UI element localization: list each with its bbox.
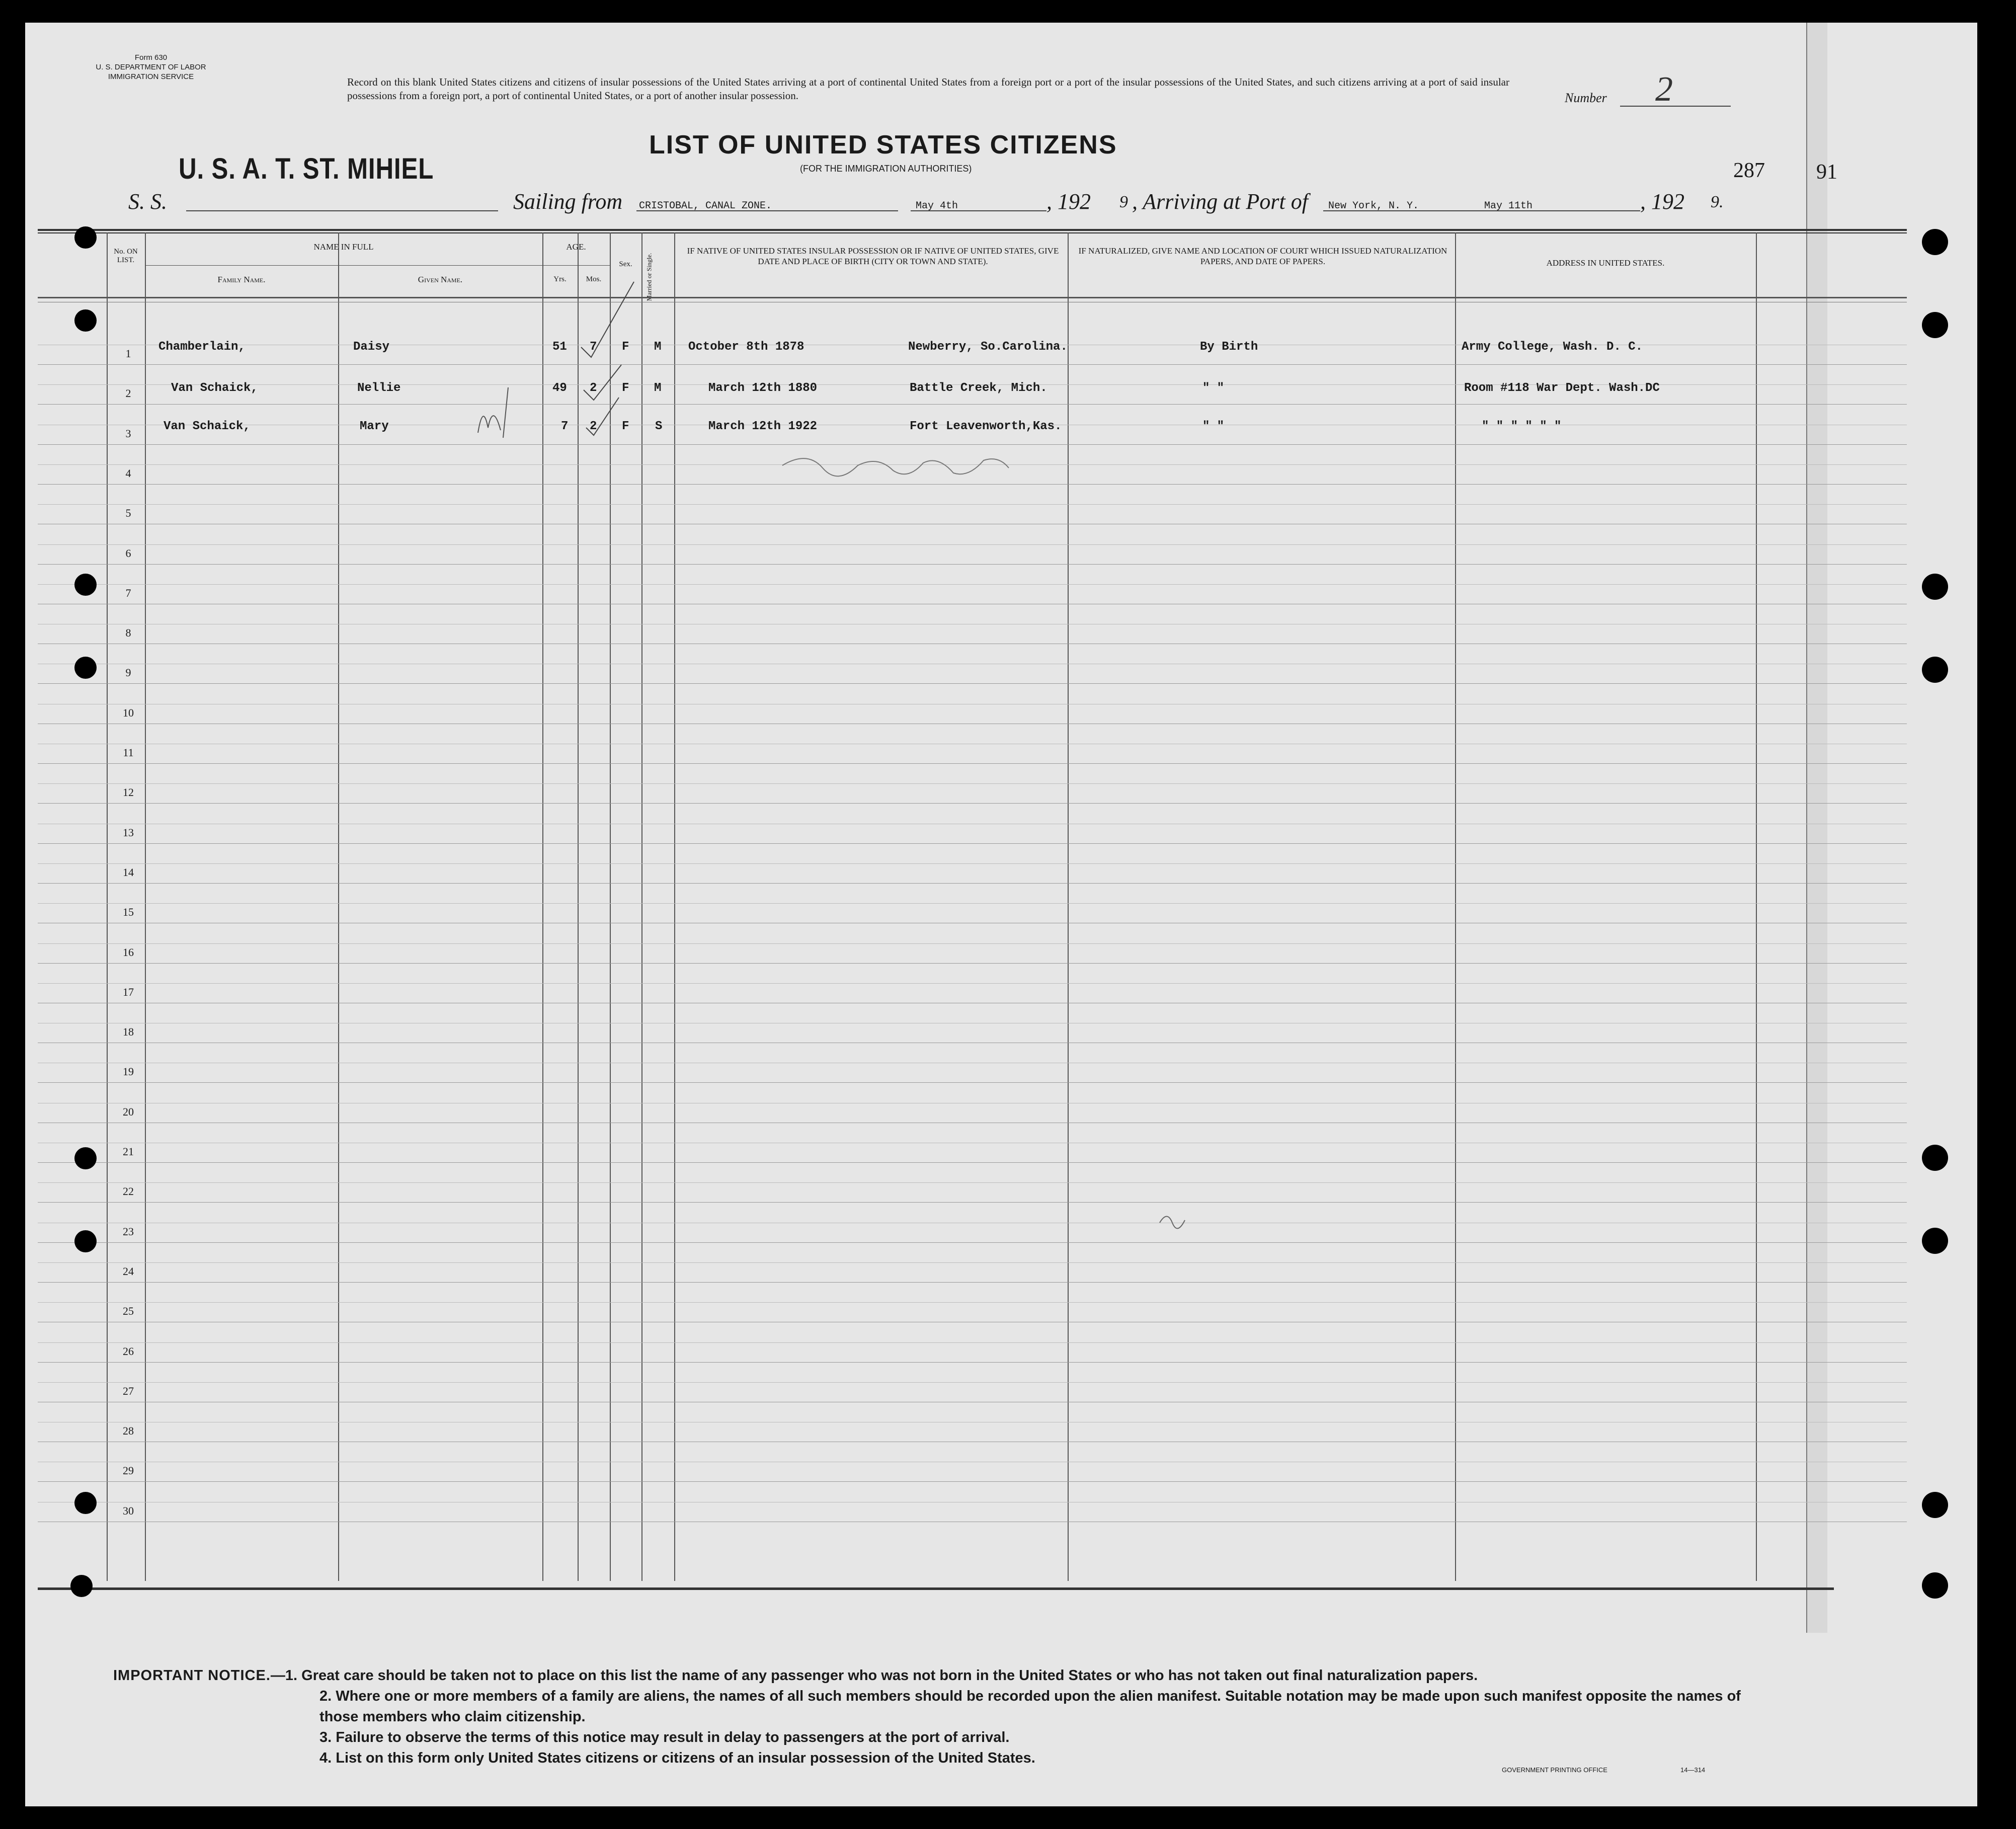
col-divider-yrs [542, 232, 543, 1581]
punch-hole [74, 309, 97, 332]
line-number: 12 [123, 786, 134, 799]
punch-hole [74, 657, 97, 679]
row2-yrs: 49 [552, 381, 567, 395]
page-title: LIST OF UNITED STATES CITIZENS [649, 130, 1117, 160]
checkmark-annotations [574, 272, 644, 438]
page-edge-strip [1806, 23, 1827, 1633]
row-rule [38, 564, 1907, 565]
ship-stamp: U. S. A. T. ST. MIHIEL [179, 152, 434, 185]
row-rule [38, 544, 1907, 545]
row-rule [38, 683, 1907, 684]
ss-underline [186, 210, 498, 211]
row-rule [38, 883, 1907, 884]
important-notice [113, 1665, 1743, 1769]
inspector-signature [777, 445, 1014, 486]
year-1: 9 [1119, 193, 1128, 211]
row2-given: Nellie [357, 381, 401, 395]
line-number: 16 [123, 945, 134, 959]
line-number: 28 [123, 1424, 134, 1438]
punch-hole [74, 226, 97, 249]
row-rule [38, 843, 1907, 844]
line-number: 20 [123, 1105, 134, 1118]
line-number: 18 [123, 1025, 134, 1039]
header-sex: Sex. [619, 260, 632, 268]
row-rule [38, 943, 1907, 944]
row-rule [38, 404, 1907, 405]
row3-ms: S [655, 420, 663, 433]
header-address: ADDRESS IN UNITED STATES. [1546, 258, 1665, 268]
row-rule [38, 364, 1907, 365]
header-married-single: Married or Single. [645, 253, 653, 301]
row1-address: Army College, Wash. D. C. [1462, 340, 1643, 354]
list-number: 2 [1655, 70, 1673, 109]
page-number-287: 287 [1733, 159, 1765, 182]
depart-date: May 4th [916, 200, 958, 212]
line-number: 22 [123, 1185, 134, 1198]
row-rule [38, 983, 1907, 984]
row-rule [38, 1262, 1907, 1263]
row-rule [38, 444, 1907, 445]
arrival-date: May 11th [1484, 200, 1533, 212]
year-label-1: , 192 [1046, 189, 1091, 214]
row2-family: Van Schaick, [171, 381, 258, 395]
gpo-code: 14—314 [1680, 1766, 1706, 1774]
row3-mos: 2 [590, 420, 597, 433]
row1-given: Daisy [353, 340, 390, 354]
row1-family: Chamberlain, [158, 340, 246, 354]
col-divider-family [145, 232, 146, 1581]
line-number: 21 [123, 1145, 134, 1158]
punch-hole [1922, 657, 1948, 683]
row-rule [38, 1282, 1907, 1283]
header-name-in-full: NAME IN FULL [313, 242, 374, 252]
year-label-2: , 192 [1640, 189, 1684, 214]
punch-hole [1922, 1572, 1948, 1599]
sailing-from-underline [636, 210, 898, 211]
table-bottom-rule [38, 1587, 1834, 1590]
notice-item-4: 4. List on this form only United States citizens or citizens of an insular possession of the United States. [319, 1750, 1035, 1766]
punch-hole [1922, 574, 1948, 600]
row3-family: Van Schaick, [164, 420, 251, 433]
row-rule [38, 1362, 1907, 1363]
arriving-label: , Arriving at Port of [1132, 189, 1308, 214]
line-number: 3 [125, 427, 131, 440]
row1-mos: 7 [590, 340, 597, 354]
header-family-name: Family Name. [217, 275, 266, 284]
row-rule [38, 783, 1907, 784]
row3-birth-date: March 12th 1922 [708, 420, 818, 433]
page-number-91: 91 [1816, 161, 1837, 184]
page-subtitle: (FOR THE IMMIGRATION AUTHORITIES) [800, 164, 972, 174]
line-number: 6 [125, 546, 131, 560]
line-number: 25 [123, 1305, 134, 1318]
header-yrs: Yrs. [553, 275, 567, 283]
line-number: 15 [123, 906, 134, 919]
header-naturalized: IF NATURALIZED, GIVE NAME AND LOCATION OF COURT WHICH ISSUED NATURALIZATION PAPERS, AND DATE OF PAPERS. [1078, 246, 1447, 266]
line-number: 29 [123, 1464, 134, 1477]
sailing-from-label: Sailing from [513, 189, 623, 214]
line-number: 17 [123, 985, 134, 998]
line-number: 7 [125, 586, 131, 599]
row1-naturalization: By Birth [1200, 340, 1258, 354]
notice-item-2: 2. Where one or more members of a family are aliens, the names of all such members should be recorded upon the alien manifest. Suitable notation may be made upon such manifest opposite the names of those members who claim citizenship. [319, 1688, 1741, 1725]
row-rule [38, 803, 1907, 804]
row3-yrs: 7 [561, 420, 569, 433]
line-number: 26 [123, 1344, 134, 1358]
row1-birth-date: October 8th 1878 [688, 340, 804, 354]
pencil-mark [1157, 1210, 1187, 1235]
line-number: 23 [123, 1225, 134, 1238]
row2-mos: 2 [590, 381, 597, 395]
arrival-port: New York, N. Y. [1328, 200, 1419, 212]
year-2: 9. [1711, 193, 1724, 211]
header-mos: Mos. [586, 275, 602, 283]
line-number: 14 [123, 865, 134, 879]
col-divider-native [674, 232, 675, 1581]
row-rule [38, 504, 1907, 505]
header-native: IF NATIVE OF UNITED STATES INSULAR POSSESSION OR IF NATIVE OF UNITED STATES, GIVE DATE AND PLACE OF BIRTH (CITY OR TOWN AND STATE). [687, 246, 1059, 266]
line-number: 11 [123, 746, 134, 759]
row2-naturalization: " " [1202, 381, 1225, 395]
form-number: Form 630 [134, 53, 168, 62]
arrival-underline [1323, 210, 1640, 211]
handwritten-initials [473, 382, 523, 443]
row1-yrs: 51 [552, 340, 567, 354]
punch-hole [1922, 1145, 1948, 1171]
number-underline [1620, 106, 1731, 107]
row-rule [38, 1182, 1907, 1183]
row-rule [38, 763, 1907, 764]
header-bottom-rule [38, 297, 1907, 298]
notice-item-3: 3. Failure to observe the terms of this notice may result in delay to passengers at the port of arrival. [319, 1729, 1010, 1745]
form-service: IMMIGRATION SERVICE [108, 72, 194, 81]
line-number: 19 [123, 1065, 134, 1078]
punch-hole [1922, 1228, 1948, 1254]
line-number: 30 [123, 1504, 134, 1517]
row2-ms: M [654, 381, 662, 395]
col-divider-naturalized [1068, 232, 1069, 1581]
line-number: 24 [123, 1264, 134, 1278]
line-number: 27 [123, 1384, 134, 1397]
punch-hole [74, 1147, 97, 1169]
punch-hole [74, 574, 97, 596]
row-rule [38, 1481, 1907, 1482]
line-number: 4 [125, 466, 131, 480]
row3-sex: F [622, 420, 629, 433]
line-number: 1 [125, 347, 131, 360]
row-rule [38, 1342, 1907, 1343]
number-label: Number [1565, 91, 1607, 105]
row3-given: Mary [360, 420, 389, 433]
sailing-from-value: CRISTOBAL, CANAL ZONE. [639, 200, 772, 212]
line-number: 5 [125, 507, 131, 520]
row-rule [38, 963, 1907, 964]
row2-address: Room #118 War Dept. Wash.DC [1464, 381, 1660, 395]
col-divider-no [107, 232, 108, 1581]
depart-date-underline [911, 210, 1046, 211]
notice-line-1 [113, 1665, 1743, 1686]
table-top-rule-2 [38, 232, 1907, 233]
line-number: 10 [123, 706, 134, 719]
table-top-rule [38, 229, 1907, 231]
row-rule [38, 863, 1907, 864]
row1-birth-place: Newberry, So.Carolina. [908, 340, 1068, 354]
line-number: 9 [125, 666, 131, 679]
row2-birth-place: Battle Creek, Mich. [910, 381, 1047, 395]
form-identifier [75, 53, 226, 82]
manifest-sheet [25, 23, 1977, 1806]
header-no-on-list: No. ON LIST. [114, 248, 138, 264]
row-rule [38, 1242, 1907, 1243]
row2-sex: F [622, 381, 629, 395]
line-number: 2 [125, 387, 131, 400]
ss-label: S. S. [128, 189, 167, 214]
punch-hole [74, 1230, 97, 1252]
punch-hole [74, 1492, 97, 1514]
row-rule [38, 1382, 1907, 1383]
header-given-name: Given Name. [418, 275, 463, 284]
punch-hole [1922, 312, 1948, 338]
notice-lead: IMPORTANT NOTICE. [113, 1667, 271, 1684]
age-header-rule [542, 265, 610, 266]
punch-hole [1922, 229, 1948, 255]
row3-naturalization: " " [1202, 420, 1225, 433]
col-divider-given [338, 232, 339, 1581]
row-rule [38, 1162, 1907, 1163]
row1-sex: F [622, 340, 629, 354]
row3-address: " " " " " " [1482, 420, 1562, 433]
col-divider-address [1455, 232, 1456, 1581]
row-rule [38, 1202, 1907, 1203]
row1-ms: M [654, 340, 662, 354]
gpo-credit: GOVERNMENT PRINTING OFFICE [1502, 1766, 1607, 1774]
row3-birth-place: Fort Leavenworth,Kas. [910, 420, 1062, 433]
form-dept: U. S. DEPARTMENT OF LABOR [96, 63, 206, 71]
notice-item-1: —1. Great care should be taken not to place on this list the name of any passenger who was not born in the United States or who has not taken out final naturalization papers. [270, 1667, 1478, 1684]
row-rule [38, 903, 1907, 904]
line-number: 13 [123, 826, 134, 839]
record-instructions: Record on this blank United States citizens and citizens of insular possessions of the United States arriving at a port of continental United States from a foreign port or a port of the insular possessions of the United States, and such citizens arriving at a port of said insular possessions from a foreign port, a port of continental United States, or a port of another insular possession. [347, 76, 1509, 102]
row-rule [38, 1082, 1907, 1083]
row-rule [38, 584, 1907, 585]
header-age: AGE. [566, 242, 586, 252]
col-divider-right [1756, 232, 1757, 1581]
name-header-rule [145, 265, 542, 266]
punch-hole [1922, 1492, 1948, 1518]
row-rule [38, 1302, 1907, 1303]
row2-birth-date: March 12th 1880 [708, 381, 818, 395]
punch-hole [70, 1575, 93, 1597]
line-number: 8 [125, 626, 131, 640]
